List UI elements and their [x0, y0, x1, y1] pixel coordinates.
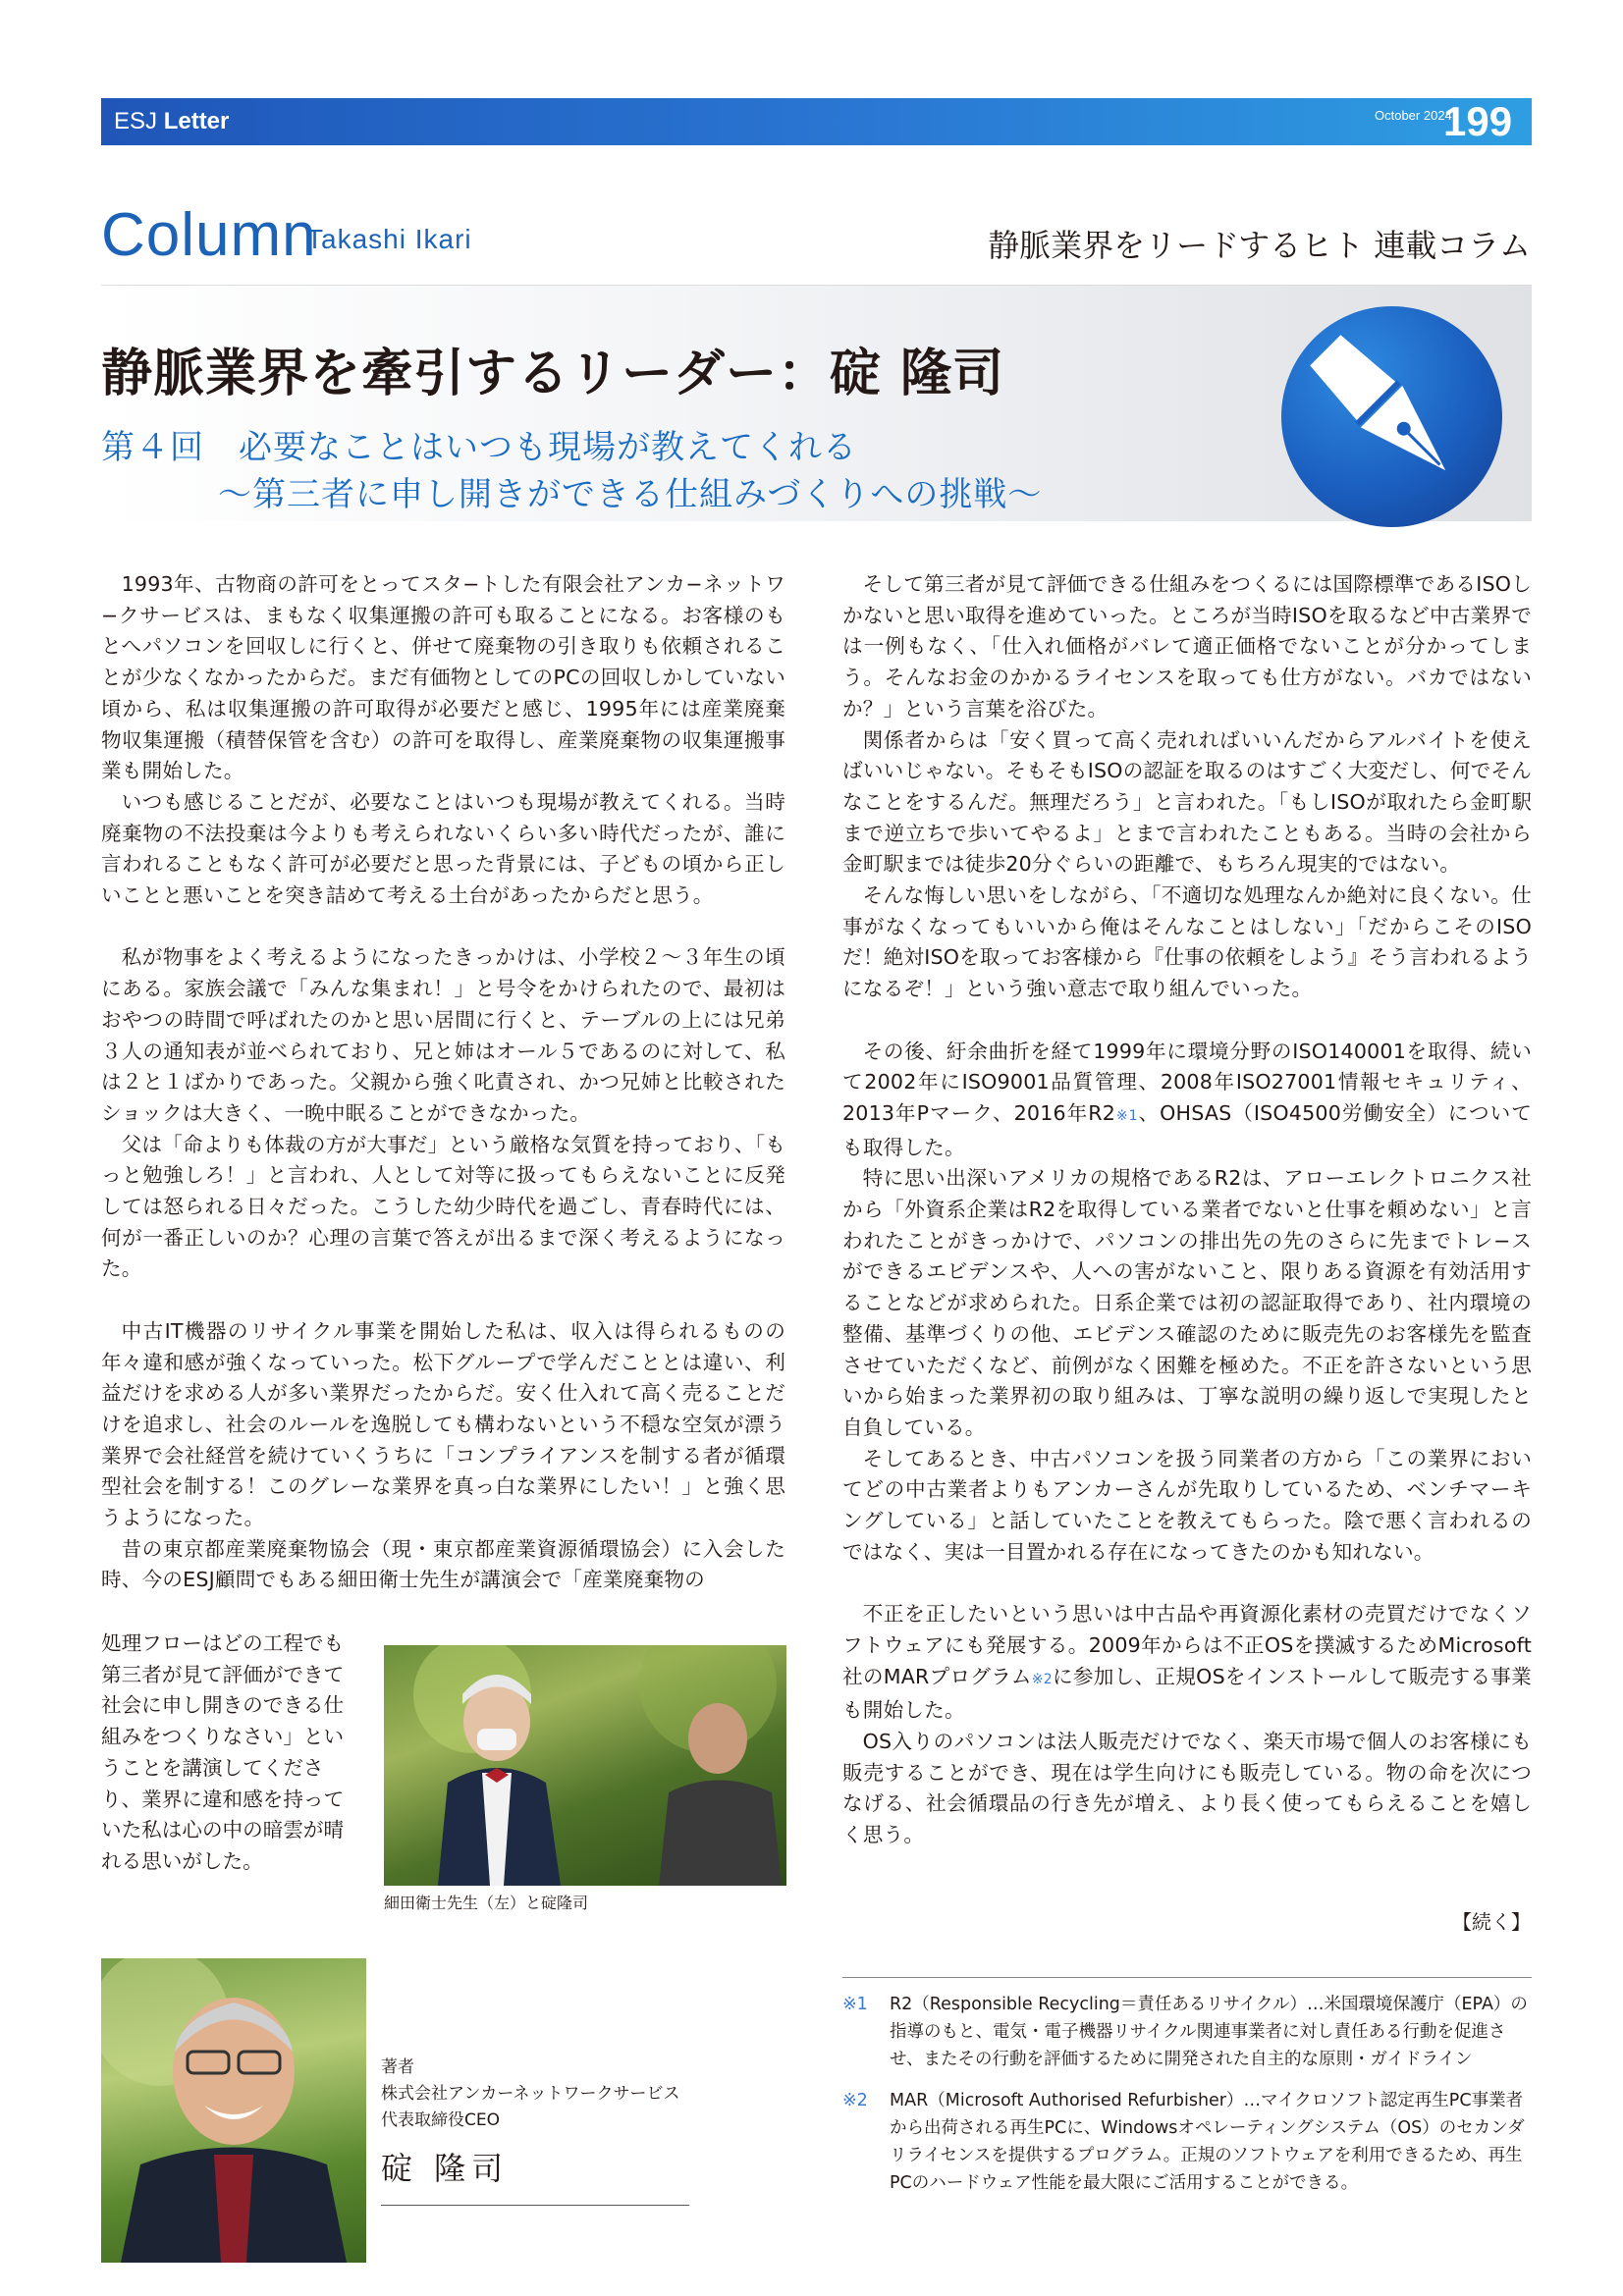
- author-role: 代表取締役CEO: [381, 2110, 500, 2130]
- paragraph: 昔の東京都産業廃棄物協会（現・東京都産業資源循環協会）に入会した時、今のESJ顧問でもある細田衛士先生が講演会で「産業廃棄物の: [101, 1536, 785, 1592]
- author-company: 株式会社アンカーネットワークサービス: [381, 2084, 680, 2104]
- article-subtitle-line2: ～第三者に申し開きができる仕組みづくりへの挑戦～: [218, 475, 1043, 514]
- paragraph: 私が物事をよく考えるようになったきっかけは、小学校２〜３年生の頃にある。家族会議で「みんな集まれ！」と号令をかけられたので、最初はおやつの時間で呼ばれたのかと思い居間に行くと、テーブルの上には兄弟３人の通知表が並べられており、兄と姉はオール５であるのに対して、私は２と１ばかりであった。父親から強く叱責され、かつ兄姉と比較されたショックは大きく、一晩中眠ることができなかった。: [101, 945, 785, 1125]
- paragraph: いつも感じることだが、必要なことはいつも現場が教えてくれる。当時廃棄物の不法投棄は今よりも考えられないくらい多い時代だったが、誰に言われることもなく許可が必要だと思った背景には、子どもの頃から正しいことと悪いことを突き詰めて考える土台があったからだと思う。: [101, 789, 785, 908]
- paragraph-text: その後、紆余曲折を経て1999年に環境分野のISO140001を取得、続いて2002年にISO9001品質管理、2008年ISO27001情報セキュリティ、2013年Pマーク、2016年R2: [842, 1039, 1532, 1125]
- paragraph: OS入りのパソコンは法人販売だけでなく、楽天市場で個人のお客様にも販売することができ、現在は学生向けにも販売している。物の命を次につなげる、社会循環品の行き先が増え、より長く使ってもらえることを嬉しく思う。: [842, 1729, 1532, 1847]
- brand-name: ESJ: [114, 108, 164, 134]
- paragraph-text: に参加し、正規OSをインストールして販売する事業も開始した。: [842, 1664, 1532, 1723]
- body-left-column: [101, 569, 785, 1596]
- issue-date: October 2024: [1375, 108, 1452, 123]
- footnote: [842, 1991, 1532, 2073]
- footnote-mark: ※1: [842, 1995, 868, 2014]
- paragraph: そして第三者が見て評価できる仕組みをつくるには国際標準であるISOしかないと思い取得を進めていった。ところが当時ISOを取るなど中古業界では一例もなく、「仕入れ価格がバレて適正価格でないことが分かってしまう。そんなお金のかかるライセンスを取っても仕方がない。バカではないか？」という言葉を浴びた。: [842, 572, 1532, 721]
- author-portrait-photo: [101, 1958, 366, 2263]
- footnote-mark: ※2: [842, 2091, 868, 2110]
- paragraph: 1993年、古物商の許可をとってスタ−トした有限会社アンカ−ネットワ−クサービスは、まもなく収集運搬の許可も取ることになる。お客様のもとへパソコンを回収しに行くと、併せて廃棄物の引き取りも依頼されることが少なくなかったからだ。まだ有価物としてのPCの回収しかしていない頃から、私は収集運搬の許可取得が必要だと感じ、1995年には産業廃棄物収集運搬（積替保管を含む）の許可を取得し、産業廃棄物の収集運搬事業も開始した。: [101, 572, 785, 783]
- paragraph-wrapped: 処理フローはどの工程でも第三者が見て評価ができて社会に申し開きのできる仕組みをつくりなさい」ということを講演してくださり、業界に違和感を持っていた私は心の中の暗雲が晴れる思いがした。: [101, 1631, 345, 1873]
- article-subtitle-line1: 第４回 必要なことはいつも現場が教えてくれる: [101, 428, 857, 467]
- header-bar: [101, 98, 1532, 145]
- paragraph: そしてあるとき、中古パソコンを扱う同業者の方から「この業界においてどの中古業者よりもアンカーさんが先取りしているため、ベンチマーキングしている」と話していたことを教えてもらった。陰で悪く言われるのではなく、実は一目置かれる存在になってきたのかも知れない。: [842, 1446, 1532, 1564]
- column-label: Column: [101, 201, 317, 269]
- brand-logo: [114, 104, 229, 139]
- footnote-text: MAR（Microsoft Authorised Refurbisher）…マイクロソフト認定再生PC事業者から出荷される再生PCに、Windowsオペレーティングシステム（OS）のセカンダリライセンスを提供するプログラム。正規のソフトウェアを利用できるため、再生PCのハードウェア性能を最大限にご活用することができる。: [890, 2091, 1525, 2193]
- paragraph-text: 不正を正したいという思いは中古品や再資源化素材の売買だけでなくソフトウェアにも発展する。2009年からは不正OSを撲滅するためMicrosoft社のMARプログラム: [842, 1602, 1532, 1688]
- paragraph: 中古IT機器のリサイクル事業を開始した私は、収入は得られるものの年々違和感が強くなっていった。松下グループで学んだこととは違い、利益だけを求める人が多い業界だったからだ。安く仕入れて高く売ることだけを追求し、社会のルールを逸脱しても構わないという不穏な空気が漂う業界で会社経営を続けていくうちに「コンプライアンスを制する者が循環型社会を制する！このグレーな業界を真っ白な業界にしたい！」と強く思うようになった。: [101, 1318, 785, 1530]
- paragraph: 関係者からは「安く買って高く売れればいいんだからアルバイトを使えばいいじゃない。そもそもISOの認証を取るのはすごく大変だし、何でそんなことをするんだ。無理だろう」と言われた。「もしISOが取れたら金町駅まで逆立ちで歩いてやるよ」とまで言われたこともある。当時の会社から金町駅までは徒歩20分ぐらいの距離で、もちろん現実的ではない。: [842, 727, 1532, 877]
- footnote: [842, 2087, 1532, 2197]
- divider: [381, 2205, 689, 2206]
- column-author-roman: Takashi Ikari: [306, 224, 472, 254]
- article-title: 静脈業界を牽引するリーダー：碇 隆司: [101, 345, 1005, 403]
- author-name: 碇 隆司: [381, 2150, 510, 2187]
- paragraph: [842, 1037, 1532, 1164]
- paragraph: 父は「命よりも体裁の方が大事だ」という厳格な気質を持っており、「もっと勉強しろ！」と言われ、人として対等に扱ってもらえないことに反発しては怒られる日々だった。こうした幼少時代を過ごし、青春時代には、何が一番正しいのか？心理の言葉で答えが出るまで深く考えるようになった。: [101, 1132, 785, 1281]
- paragraph-text: 、OHSAS（ISO4500労働安全）についても取得した。: [842, 1100, 1532, 1159]
- continued-label: 【続く】: [1452, 1910, 1531, 1934]
- photo-hosoda-and-ikari: [384, 1645, 786, 1886]
- footnote-text: R2（Responsible Recycling＝責任あるリサイクル）…米国環境保護庁（EPA）の指導のもと、電気・電子機器リサイクル関連事業者に対し責任ある行動を促進させ、またその行動を評価するために開発された自主的な原則・ガイドライン: [890, 1995, 1528, 2069]
- photo-caption: 細田衛士先生（左）と碇隆司: [384, 1894, 589, 1912]
- body-right-column: [842, 569, 1532, 1851]
- divider: [842, 1977, 1532, 1978]
- fountain-pen-icon: [1281, 306, 1502, 527]
- author-label: 著者: [381, 2057, 414, 2077]
- paragraph: そんな悔しい思いをしながら、「不適切な処理なんか絶対に良くない。仕事がなくなってもいいから俺はそんなことはしない」「だからこそのISOだ！絶対ISOを取ってお客様から『仕事の依頼をしよう』そう言われるようになるぞ！」という強い意志で取り組んでいった。: [842, 883, 1532, 1001]
- footnote-ref[interactable]: ※2: [1031, 1671, 1053, 1687]
- paragraph: [842, 1599, 1532, 1727]
- series-title: 静脈業界をリードするヒト 連載コラム: [988, 227, 1531, 264]
- paragraph: 特に思い出深いアメリカの規格であるR2は、アローエレクトロニクス社から「外資系企業はR2を取得している業者でないと仕事を頼めない」と言われたことがきっかけで、パソコンの排出先の先のさらに先までトレ−スができるエビデンスや、人への害がないこと、限りある資源を有効活用することなどが求められた。日系企業では初の認証取得であり、社内環境の整備、基準づくりの他、エビデンス確認のために販売先のお客様先を監査させていただくなど、前例がなく困難を極めた。不正を許さないという思いから始まった業界初の取り組みは、丁寧な説明の繰り返しで実現したと自負している。: [842, 1166, 1532, 1439]
- issue-number: 199: [1443, 98, 1513, 144]
- footnote-ref[interactable]: ※1: [1115, 1107, 1138, 1124]
- brand-name-bold: Letter: [163, 108, 230, 134]
